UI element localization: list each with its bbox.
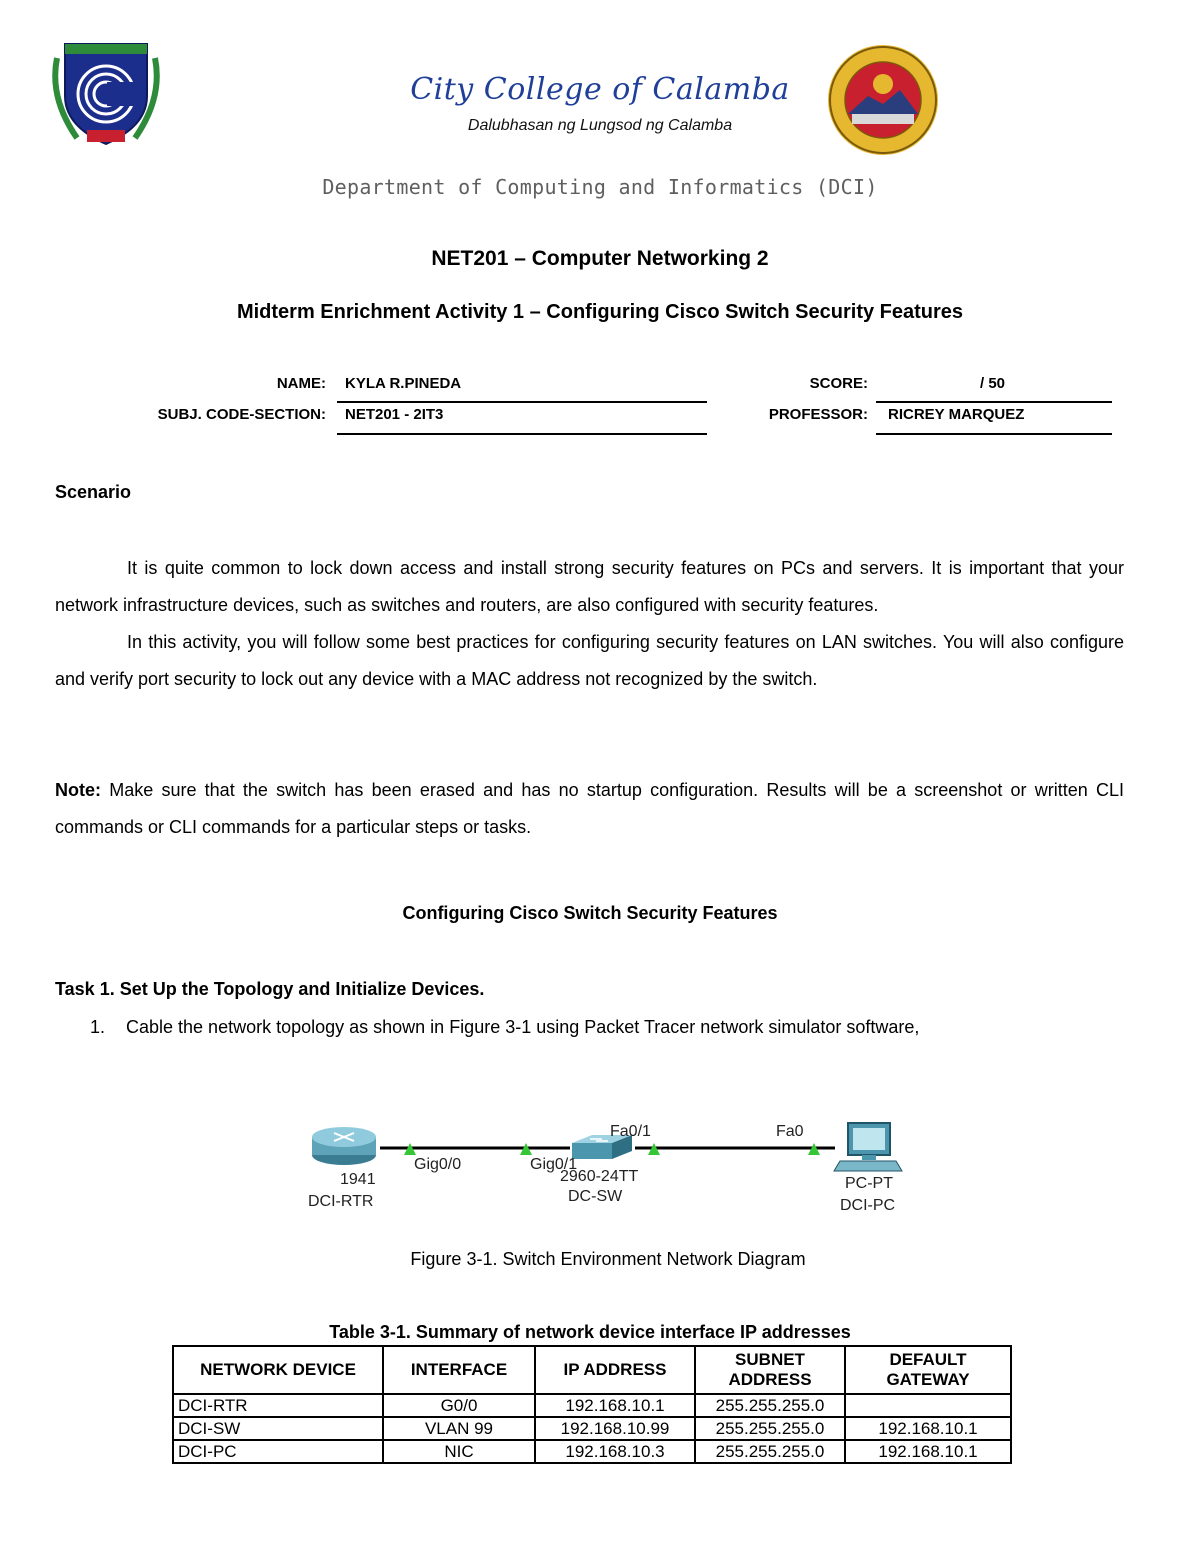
pc-icon [834,1123,902,1171]
name-underline [337,401,707,403]
table-cell: 192.168.10.1 [535,1394,695,1417]
column-header: DEFAULT GATEWAY [845,1346,1011,1394]
activity-title: Midterm Enrichment Activity 1 – Configuring Cisco Switch Security Features [236,301,964,323]
table-cell: 192.168.10.3 [535,1440,695,1463]
switch-port-right-label: Fa0/1 [610,1123,651,1140]
table-cell: VLAN 99 [383,1417,535,1440]
pc-name: DCI-PC [840,1197,896,1214]
ip-address-table [172,1345,1012,1464]
name-value: KYLA R.PINEDA [345,375,462,392]
router-port-label: Gig0/0 [414,1156,462,1173]
pc-port-label: Fa0 [776,1123,804,1140]
router-icon [312,1127,376,1165]
score-underline [876,401,1112,403]
step-1-number: 1. [90,1017,106,1037]
figure-caption: Figure 3-1. Switch Environment Network Diagram [410,1249,806,1269]
course-title: NET201 – Computer Networking 2 [431,247,769,270]
column-header: IP ADDRESS [535,1346,695,1394]
pc-model: PC-PT [845,1175,893,1192]
scenario-paragraph-2: In this activity, you will follow some best practices for configuring security features on LAN switches. You will also configure and verify port security to lock out any device with a MAC address not recognized by the switch. [55,632,1124,689]
switch-port-left-label: Gig0/1 [530,1156,578,1173]
table-cell: DCI-SW [173,1417,383,1440]
column-header: INTERFACE [383,1346,535,1394]
section-heading: Configuring Cisco Switch Security Features [402,903,778,923]
city-seal-logo [818,44,948,156]
table-row [173,1417,1011,1440]
note-paragraph [55,772,1124,846]
score-label: SCORE: [809,375,868,392]
table-cell: 255.255.255.0 [695,1394,845,1417]
table-cell: DCI-RTR [173,1394,383,1417]
router-model: 1941 [340,1171,376,1188]
topology-diagram [300,1115,920,1220]
subject-section-value: NET201 - 2IT3 [345,406,444,423]
college-name: City College of Calamba [410,72,790,107]
table-header-row [173,1346,1011,1394]
task1-heading: Task 1. Set Up the Topology and Initialize Devices. [55,979,485,999]
table-cell: G0/0 [383,1394,535,1417]
switch-name: DC-SW [568,1188,623,1205]
professor-value: RICREY MARQUEZ [888,406,1025,423]
table-cell: 192.168.10.1 [845,1417,1011,1440]
table-cell [845,1394,1011,1417]
professor-label: PROFESSOR: [768,406,868,423]
table-row [173,1440,1011,1463]
note-text: Make sure that the switch has been erased and has no startup configuration. Results will be a screenshot or written CLI commands or CLI commands for a particular steps or tasks. [55,780,1124,837]
table-cell: NIC [383,1440,535,1463]
scenario-body [55,550,1124,698]
table-row [173,1394,1011,1417]
table-caption: Table 3-1. Summary of network device interface IP addresses [329,1322,851,1342]
college-tagline: Dalubhasan ng Lungsod ng Calamba [467,117,733,134]
switch-model: 2960-24TT [560,1168,639,1185]
table-cell: 192.168.10.1 [845,1440,1011,1463]
name-label: NAME: [276,375,326,392]
table-cell: DCI-PC [173,1440,383,1463]
column-header: NETWORK DEVICE [173,1346,383,1394]
scenario-paragraph-1: It is quite common to lock down access and install strong security features on PCs and servers. It is important that your network infrastructure devices, such as switches and routers, are also configured with security features. [55,558,1124,615]
table-cell: 255.255.255.0 [695,1417,845,1440]
table-cell: 255.255.255.0 [695,1440,845,1463]
table-cell: 192.168.10.99 [535,1417,695,1440]
score-value: / 50 [980,375,1006,392]
scenario-heading: Scenario [55,482,132,502]
step-1 [90,1017,920,1038]
note-label: Note: [55,780,101,800]
router-name: DCI-RTR [308,1193,374,1210]
professor-underline [876,433,1112,435]
department-name: Department of Computing and Informatics (DCI) [322,175,878,199]
subject-section-label: SUBJ. CODE-SECTION: [157,406,326,423]
step-1-text: Cable the network topology as shown in Figure 3-1 using Packet Tracer network simulator software, [126,1017,920,1037]
subject-underline [337,433,707,435]
column-header: SUBNET ADDRESS [695,1346,845,1394]
